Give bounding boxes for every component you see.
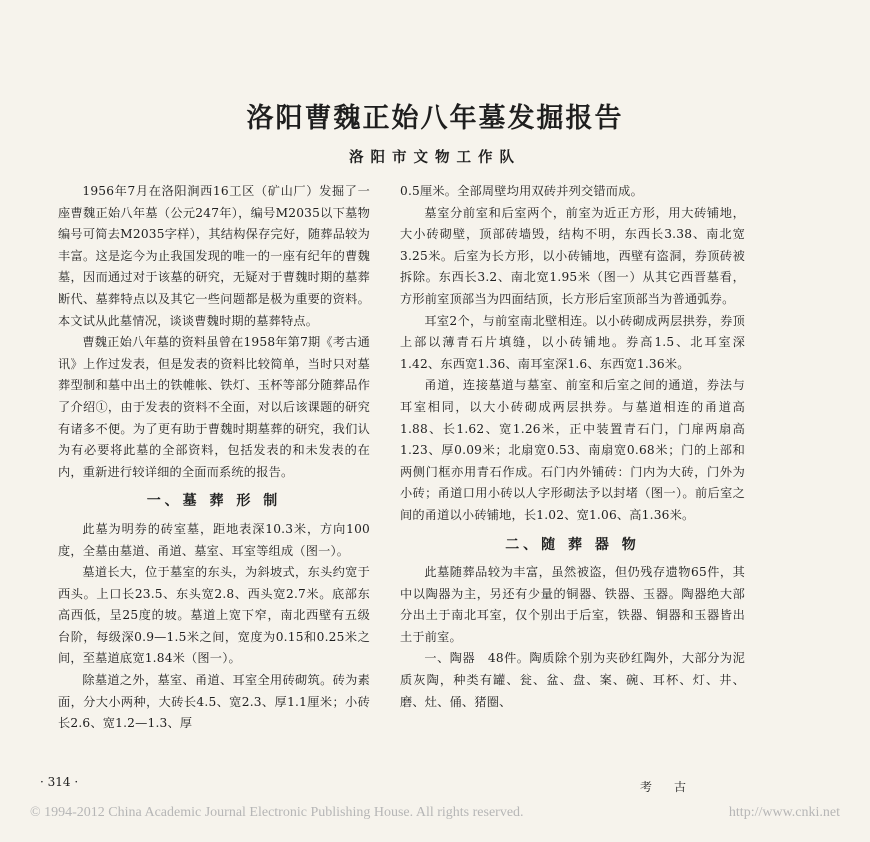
passage-paragraph: 甬道，连接墓道与墓室、前室和后室之间的通道，券法与耳室相同，以大小砖砌成两层拱券。与墓道相连的甬道高1.88、长1.62、宽1.26米，正中装置青石门，门扉两扇高1.23、厚0.09米；北扇宽0.53、南扇宽0.68米；门的上部和两侧门框亦用青石作成。石门内外铺砖：门内为大砖，门外为小砖；甬道口用小砖以人字形砌法予以封堵（图一）。前后室之间的甬道以小砖铺地，长1.02、宽1.06、高1.36米。	[400, 378, 745, 522]
section-heading-1: 一、墓 葬 形 制	[146, 493, 282, 510]
right-column	[400, 181, 745, 713]
intro-paragraph-1: 1956年7月在洛阳涧西16工区（矿山厂）发掘了一座曹魏正始八年墓（公元247年），编号M2035以下墓物编号可简去M2035字样），其结构保存完好，随葬品较为丰富。这是迄今为止我国发现的唯一的一座有纪年的曹魏墓，因而通过对于该墓的研究，无疑对于曹魏时期的墓葬断代、墓葬特点以及其它一些问题都是极为重要的资料。本文试从此墓情况，谈谈曹魏时期的墓葬特点。	[58, 184, 370, 328]
author-line: 洛阳市文物工作队	[349, 149, 521, 166]
article-title: 洛阳曹魏正始八年墓发掘报告	[246, 103, 624, 134]
continued-line: 0.5厘米。全部周壁均用双砖并列交错而成。	[400, 184, 643, 198]
left-column	[58, 181, 370, 735]
section1-paragraph-2: 墓道长大，位于墓室的东头，为斜坡式，东头约宽于西头。上口长23.5、东头宽2.8、西头宽2.7米。底部东高西低，呈25度的坡。墓道上宽下窄，南北西壁有五级台阶，每级深0.9—1.5米之间，宽度为0.15和0.25米之间，至墓道底宽1.84米（图一）。	[58, 565, 370, 666]
section2-paragraph-2: 一、陶器 48件。陶质除个别为夹砂红陶外，大部分为泥质灰陶，种类有罐、瓮、盆、盘、案、碗、耳杯、灯、井、磨、灶、俑、猪圈、	[400, 651, 745, 709]
copyright-notice: © 1994-2012 China Academic Journal Electronic Publishing House. All rights reserved.	[30, 805, 524, 820]
section1-paragraph-3: 除墓道之外，墓室、甬道、耳室全用砖砌筑。砖为素面，分大小两种，大砖长4.5、宽2.3、厚1.1厘米；小砖长2.6、宽1.2—1.3、厚	[58, 673, 370, 731]
running-head: 考古	[640, 780, 709, 794]
page-number: · 314 ·	[40, 775, 79, 789]
side-room-paragraph: 耳室2个，与前室南北壁相连。以小砖砌成两层拱券，券顶上部以薄青石片填缝，以小砖铺地。券高1.5、北耳室深1.42、东西宽1.36、南耳室深1.6、东西宽1.36米。	[400, 313, 745, 371]
chamber-paragraph: 墓室分前室和后室两个，前室为近正方形，用大砖铺地，大小砖砌壁，顶部砖墙毁，结构不明，东西长3.38、南北宽3.25米。后室为长方形，以小砖铺地，西壁有盗洞，券顶砖被拆除。东西长3.2、南北宽1.95米（图一）从其它西晋墓看，方形前室顶部当为四面结顶，长方形后室顶部当为普通弧券。	[400, 205, 745, 306]
cnki-url[interactable]: http://www.cnki.net	[728, 805, 840, 820]
intro-paragraph-2: 曹魏正始八年墓的资料虽曾在1958年第7期《考古通讯》上作过发表，但是发表的资料比较简单，当时只对墓葬型制和墓中出土的铁帷帐、铁灯、玉杯等部分随葬品作了介绍①，由于发表的资料不全面，对以后该课题的研究有诸多不便。为了更有助于曹魏时期墓葬的研究，我们认为有必要将此墓的全部资料，包括发表的和未发表的在内，重新进行较详细的全面而系统的报告。	[58, 335, 370, 479]
section-heading-2: 二、随 葬 器 物	[505, 536, 640, 553]
copyright-footer	[30, 805, 840, 821]
section1-paragraph-1: 此墓为明券的砖室墓，距地表深10.3米，方向100度，全墓由墓道、甬道、墓室、耳室等组成（图一）。	[58, 521, 370, 558]
section2-paragraph-1: 此墓随葬品较为丰富，虽然被盗，但仍残存遗物65件，其中以陶器为主，另还有少量的铜器、铁器、玉器。陶器绝大部分出土于南北耳室，仅个别出于后室，铁器、铜器和玉器皆出土于前室。	[400, 565, 745, 644]
